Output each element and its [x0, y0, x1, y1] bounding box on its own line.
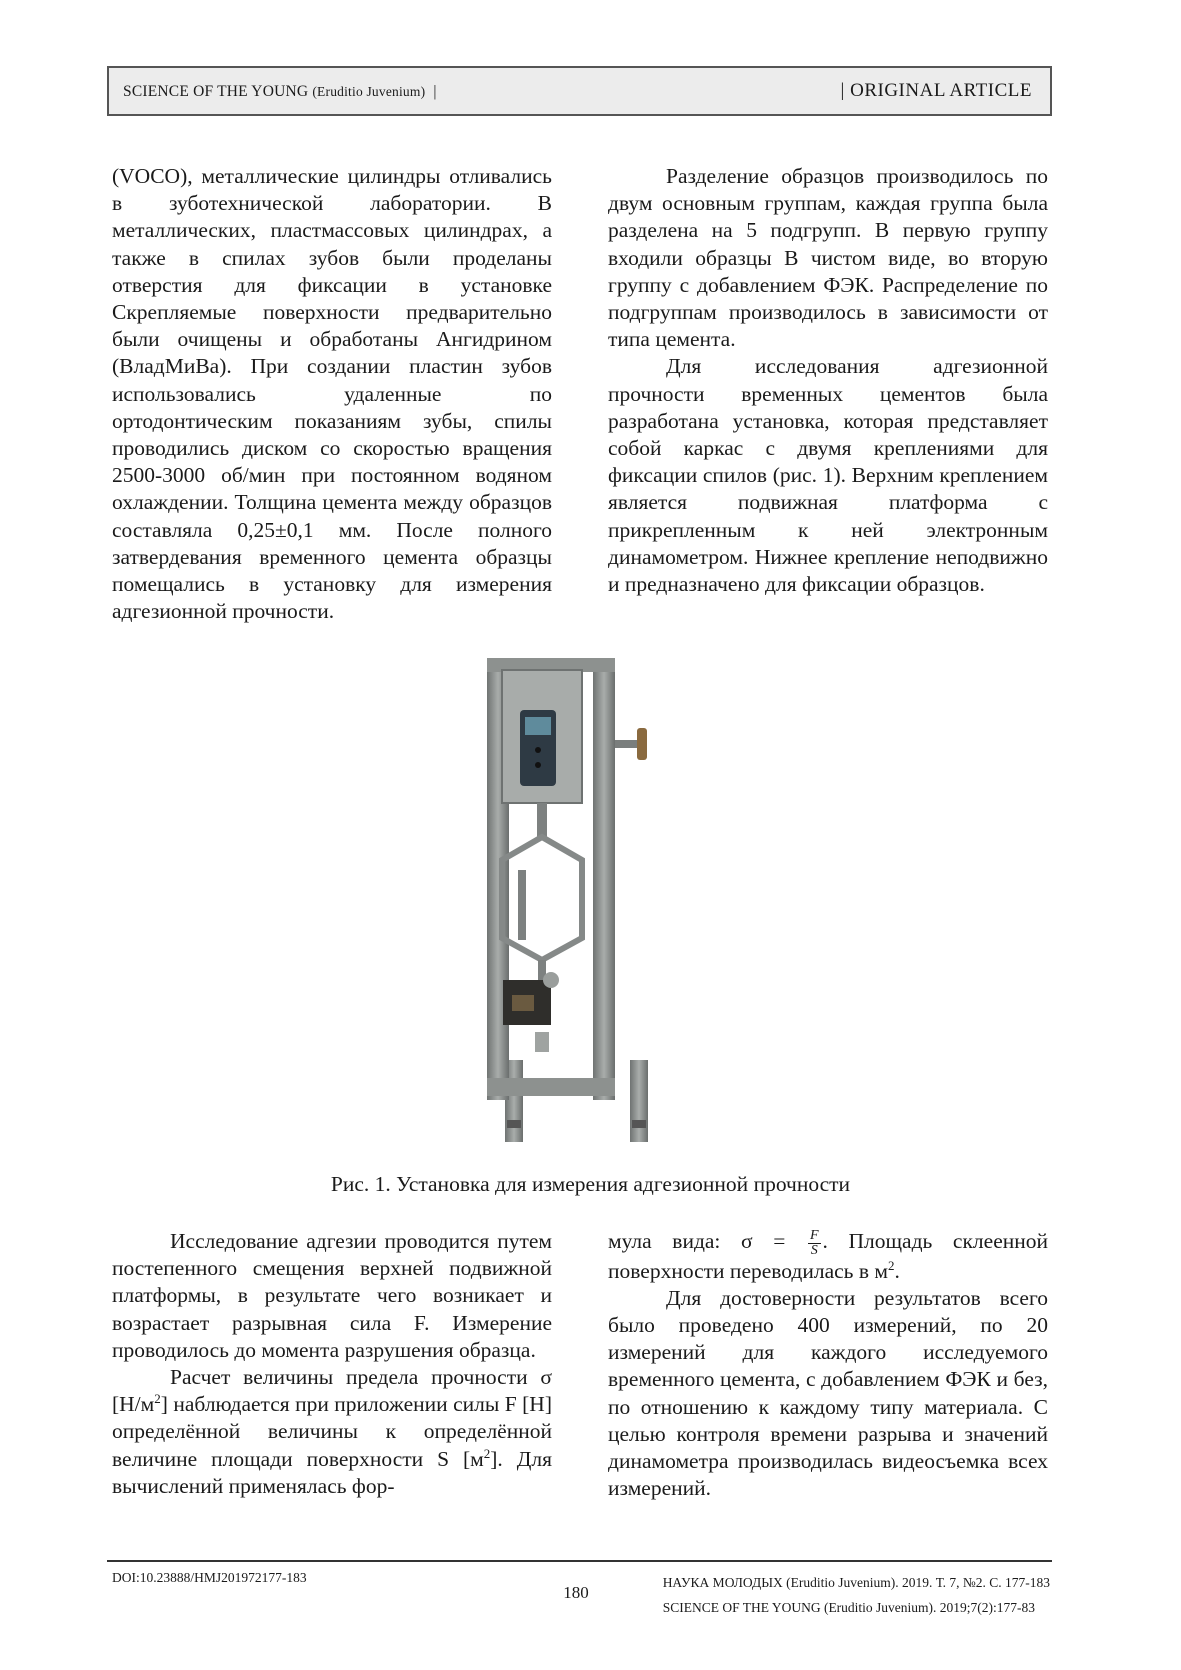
page-number: 180	[563, 1583, 589, 1602]
paragraph	[112, 1364, 552, 1500]
citation-ru: НАУКА МОЛОДЫХ (Eruditio Juvenium). 2019. Т. 7, №2. С. 177-183	[662, 1575, 1050, 1590]
figure-caption: Рис. 1. Установка для измерения адгезионной прочности	[330, 1172, 851, 1196]
text-fragment: Расчет величины предела прочности σ [Н/м	[112, 1365, 552, 1417]
text-fragment: ] наблюдается при приложении силы F [Н] определённой величины к определённой величине площади поверхности S [м	[112, 1392, 552, 1471]
footer-citation	[663, 1570, 1050, 1620]
header-journal	[123, 83, 437, 101]
figure-apparatus-photo	[465, 650, 695, 1150]
right-column-top	[608, 163, 1048, 598]
footer-divider	[107, 1560, 1052, 1562]
superscript: 2	[483, 1445, 491, 1461]
paragraph: (VOCO), металлические цилиндры отливались в зуботехнической лаборатории. В металлических, пластмассовых цилиндрах, а также в спилах зубов были проделаны отверстия для фиксации в установке Скрепляемые поверхности предварительно были очищены и обработаны Ангидрином (ВладМиВа). При создании пластин зубов использовались удаленные по ортодонтическим показаниям зубы, спилы проводились диском со скоростью вращения 2500-3000 об/мин при постоянном водяном охлаждении. Толщина цемента между образцов составляла 0,25±0,1 мм. После полного затвердевания временного цемента образцы помещались в установку для измерения адгезионной прочности.	[112, 164, 552, 624]
journal-latin: (Eruditio Juvenium)	[312, 84, 426, 99]
left-column-top	[112, 163, 552, 625]
paragraph: Исследование адгезии проводится путем постепенного смещения верхней подвижной платформы, в результате чего возникает и возрастает разрывная сила F. Измерение проводилось до момента разрушения образца.	[112, 1229, 552, 1362]
fraction-numerator: F	[809, 1227, 819, 1243]
text-fragment: мула вида: σ =	[608, 1229, 806, 1253]
adhesion-test-rig-illustration	[465, 650, 695, 1150]
text-fragment: ]. Для вычислений применялась фор-	[112, 1446, 552, 1498]
formula-fraction	[808, 1229, 821, 1258]
superscript: 2	[887, 1257, 895, 1273]
paragraph	[608, 1228, 1048, 1285]
right-column-bottom	[608, 1228, 1048, 1502]
citation-en: SCIENCE OF THE YOUNG (Eruditio Juvenium). 2019;7(2):177-83	[662, 1600, 1036, 1615]
fraction-denominator: S	[810, 1242, 818, 1258]
text-fragment: . Площадь склеенной поверхности переводилась в м	[608, 1229, 1049, 1283]
header-section: | ORIGINAL ARTICLE	[840, 80, 1032, 101]
superscript: 2	[154, 1391, 161, 1407]
header-divider: |	[433, 83, 437, 100]
journal-name: SCIENCE OF THE YOUNG	[123, 83, 309, 100]
paragraph: Для исследования адгезионной прочности временных цементов была разработана установка, которая представляет собой каркас с двумя креплениями для фиксации спилов (рис. 1). Верхним креплением является подвижная платформа с прикрепленным к ней электронным динамометром. Нижнее крепление неподвижно и предназначено для фиксации образцов.	[608, 354, 1048, 597]
paragraph: Для достоверности результатов всего было проведено 400 измерений, по 20 измерений для каждого исследуемого временного цемента, с добавлением ФЭК и без, по отношению к каждому типу материала. С целью контроля времени разрыва и значений динамометра производилась видеосъемка всех измерений.	[608, 1285, 1048, 1501]
footer-doi: DOI:10.23888/HMJ201972177-183	[112, 1570, 307, 1585]
left-column-bottom	[112, 1228, 552, 1500]
running-header	[107, 66, 1052, 116]
paragraph: Разделение образцов производилось по двум основным группам, каждая группа была разделена на 5 подгрупп. В первую группу входили образцы В чистом виде, во вторую группу с добавлением ФЭК. Распределение по подгруппам производилось в зависимости от типа цемента.	[608, 164, 1048, 352]
text-fragment: .	[894, 1258, 900, 1283]
